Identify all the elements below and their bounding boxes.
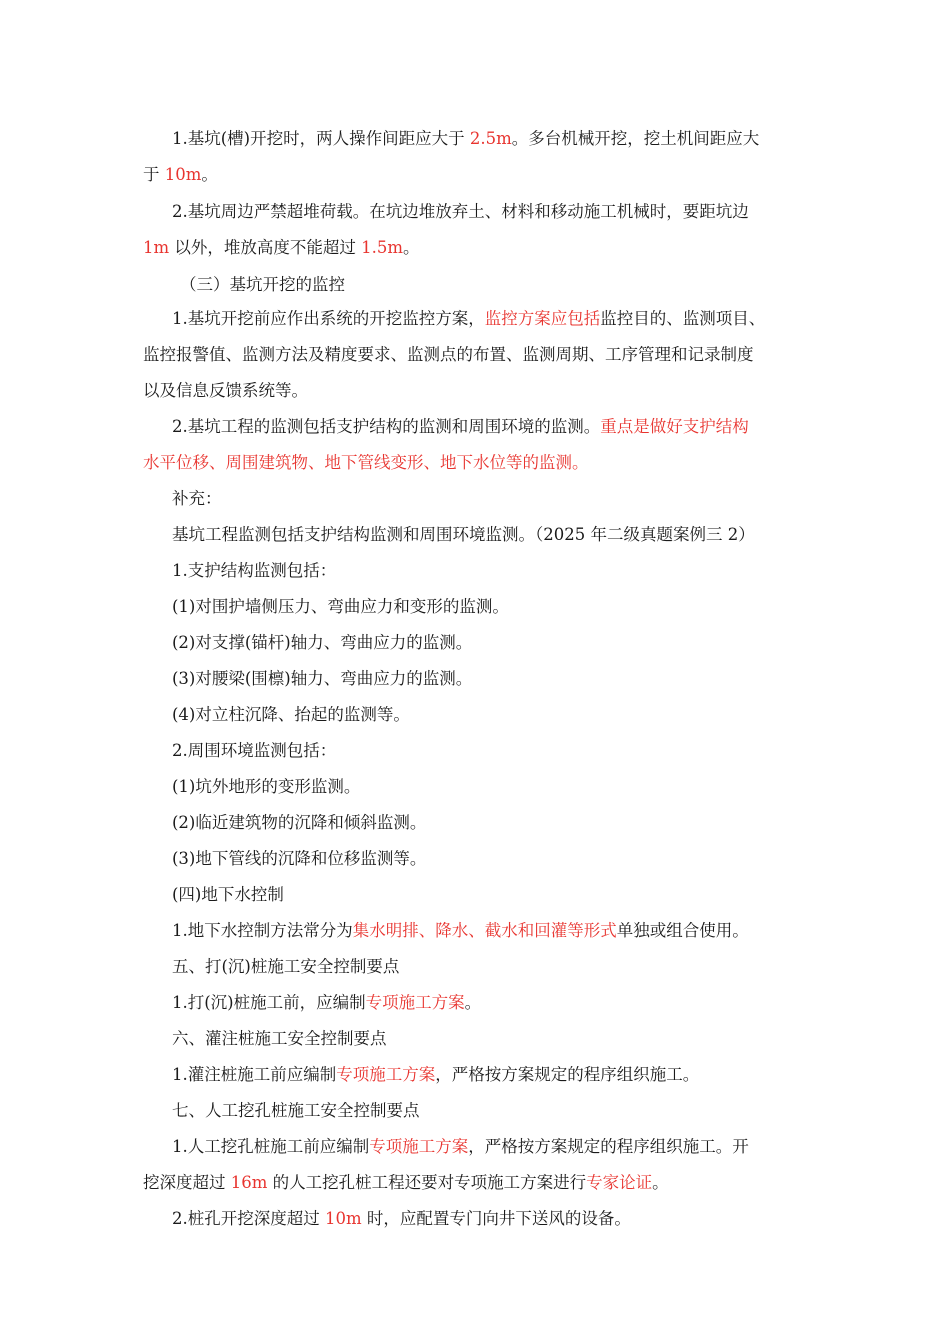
text-line [143,164,218,186]
highlight-text: 1m [143,238,170,257]
body-text: (4)对立柱沉降、抬起的监测等。 [172,705,410,724]
text-line [172,1100,420,1122]
body-text: (2)临近建筑物的沉降和倾斜监测。 [172,813,427,832]
body-text: (2)对支撑(锚杆)轴力、弯曲应力的监测。 [172,633,473,652]
text-line [172,920,749,942]
text-line [172,740,336,762]
body-text: 监控目的、监测项目、 [600,309,766,328]
body-text: 1.支护结构监测包括： [172,561,337,580]
body-text: (1)对围护墙侧压力、弯曲应力和变形的监测。 [172,597,509,616]
body-text: 五、打(沉)桩施工安全控制要点 [172,957,400,976]
body-text: (四)地下水控制 [172,885,284,904]
body-text: ，严格按方案规定的程序组织施工。开 [468,1137,749,1156]
body-text: (3)对腰梁(围檩)轴力、弯曲应力的监测。 [172,669,473,688]
body-text: （三）基坑开挖的监控 [180,275,345,294]
body-text: 2.基坑工程的监测包括支护结构的监测和周围环境的监测。 [172,417,601,436]
body-text: 六、灌注桩施工安全控制要点 [172,1029,387,1048]
text-line [172,1028,387,1050]
text-line [172,956,399,978]
body-text: 基坑工程监测包括支护结构监测和周围环境监测。（2025 年二级真题案例三 2） [172,525,755,544]
body-text: 监控报警值、监测方法及精度要求、监测点的布置、监测周期、工序管理和记录制度 [143,345,754,364]
body-text: 补充： [172,489,222,508]
body-text: 1.打(沉)桩施工前，应编制 [172,993,366,1012]
body-text: 时，应配置专门向井下送风的设备。 [361,1209,631,1228]
text-line [143,452,589,474]
body-text: 挖深度超过 [143,1173,231,1192]
body-text: 。 [403,238,420,257]
body-text: 的人工挖孔桩工程还要对专项施工方案进行 [267,1173,587,1192]
text-line [172,668,472,690]
body-text: 1.灌注桩施工前应编制 [172,1065,337,1084]
body-text: 2.基坑周边严禁超堆荷载。在坑边堆放弃土、材料和移动施工机械时，要距坑边 [172,202,749,221]
body-text: (1)坑外地形的变形监测。 [172,777,361,796]
body-text: 以外，堆放高度不能超过 [169,238,362,257]
highlight-text: 10m [325,1209,362,1228]
highlight-text: 专项施工方案 [365,993,465,1012]
text-line [172,848,426,870]
body-text: 1.基坑(槽)开挖时，两人操作间距应大于 [172,129,470,148]
highlight-text: 重点是做好支护结构 [600,417,749,436]
text-line [143,344,754,366]
body-text: 单独或组合使用。 [616,921,749,940]
text-line [172,416,749,438]
text-line [143,1172,669,1194]
highlight-text: 1.5m [361,238,404,257]
highlight-text: 10m [164,165,202,184]
text-line [172,992,481,1014]
text-line [172,704,410,726]
body-text: 以及信息反馈系统等。 [143,381,308,400]
body-text: 七、人工挖孔桩施工安全控制要点 [172,1101,420,1120]
highlight-text: 专家论证 [586,1173,653,1192]
body-text: 2.桩孔开挖深度超过 [172,1209,325,1228]
highlight-text: 2.5m [469,129,512,148]
highlight-text: 监控方案应包括 [484,309,601,328]
body-text: 1.人工挖孔桩施工前应编制 [172,1137,370,1156]
text-line [172,812,426,834]
text-line [180,274,345,296]
highlight-text: 集水明排、降水、截水和回灌等形式 [352,921,617,940]
highlight-text: 16m [230,1173,268,1192]
text-line [172,884,284,906]
text-line [172,524,755,546]
text-line [172,596,509,618]
body-text: 。 [652,1173,669,1192]
body-text: ，严格按方案规定的程序组织施工。 [435,1065,700,1084]
text-line [143,237,420,259]
body-text: 2.周围环境监测包括： [172,741,337,760]
text-line [172,128,759,150]
body-text: 1.基坑开挖前应作出系统的开挖监控方案， [172,309,485,328]
body-text: 于 [143,165,165,184]
highlight-text: 专项施工方案 [336,1065,436,1084]
body-text: 。多台机械开挖，挖土机间距应大 [511,129,760,148]
text-line [143,380,308,402]
body-text: 1.地下水控制方法常分为 [172,921,353,940]
body-text: 。 [464,993,482,1012]
body-text: 。 [201,165,218,184]
highlight-text: 水平位移、周围建筑物、地下管线变形、地下水位等的监测。 [143,453,589,472]
text-line [172,632,472,654]
highlight-text: 专项施工方案 [369,1137,469,1156]
text-line [172,488,222,510]
body-text: (3)地下管线的沉降和位移监测等。 [172,849,427,868]
text-line [172,1208,631,1230]
text-line [172,1136,749,1158]
text-line [172,201,749,223]
text-line [172,1064,699,1086]
text-line [172,776,360,798]
text-line [172,308,765,330]
text-line [172,560,336,582]
